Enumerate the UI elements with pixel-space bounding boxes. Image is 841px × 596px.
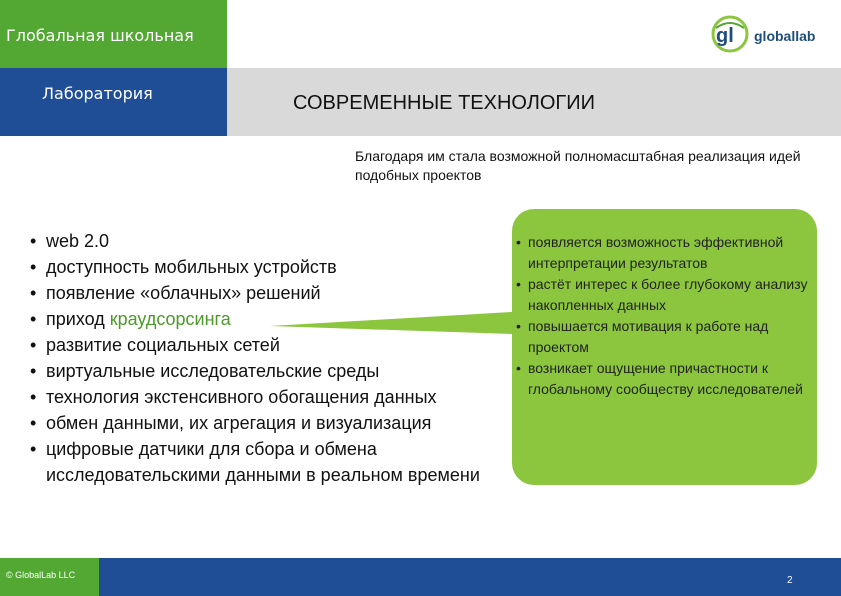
- list-item: • виртуальные исследовательские среды: [30, 358, 500, 384]
- list-item: • растёт интерес к более глубокому анализу накопленных данных: [512, 274, 817, 316]
- list-item: • обмен данными, их агрегация и визуализация: [30, 410, 500, 436]
- header-green-block: [0, 0, 227, 68]
- list-item: • развитие социальных сетей: [30, 332, 500, 358]
- copyright: © GlobalLab LLC: [6, 570, 76, 580]
- logo-mark: gl: [716, 25, 734, 47]
- list-item: • цифровые датчики для сбора и обмена исследовательскими данными в реальном времени: [30, 436, 500, 488]
- globe-logo-icon: [710, 14, 754, 54]
- page-title: СОВРЕМЕННЫЕ ТЕХНОЛОГИИ: [293, 92, 596, 114]
- page-number: 2: [787, 575, 793, 586]
- globallab-logo: [710, 14, 825, 54]
- header-top-label: Глобальная школьная: [6, 26, 194, 45]
- crowdsourcing-highlight: краудсорсинга: [109, 309, 231, 329]
- header-bottom-label: Лаборатория: [42, 84, 153, 103]
- list-item: • появление «облачных» решений: [30, 280, 500, 306]
- title-band: [227, 68, 841, 136]
- subtitle: Благодаря им стала возможной полномасштабная реализация идей подобных проектов: [355, 148, 801, 183]
- benefits-list: [512, 232, 817, 400]
- list-item: • возникает ощущение причастности к глобальному сообществу исследователей: [512, 358, 817, 400]
- list-item: • повышается мотивация к работе над проектом: [512, 316, 817, 358]
- list-item: • появляется возможность эффективной интерпретации результатов: [512, 232, 817, 274]
- header-blue-block: [0, 68, 227, 136]
- logo-text: globallab: [754, 28, 816, 44]
- list-item: • доступность мобильных устройств: [30, 254, 500, 280]
- technology-list: [30, 228, 500, 488]
- footer-copyright-block: [0, 558, 99, 596]
- list-item: • приход краудсорсинга: [30, 306, 500, 332]
- list-item: • web 2.0: [30, 228, 500, 254]
- footer-bar: [0, 558, 841, 596]
- list-item: • технология экстенсивного обогащения данных: [30, 384, 500, 410]
